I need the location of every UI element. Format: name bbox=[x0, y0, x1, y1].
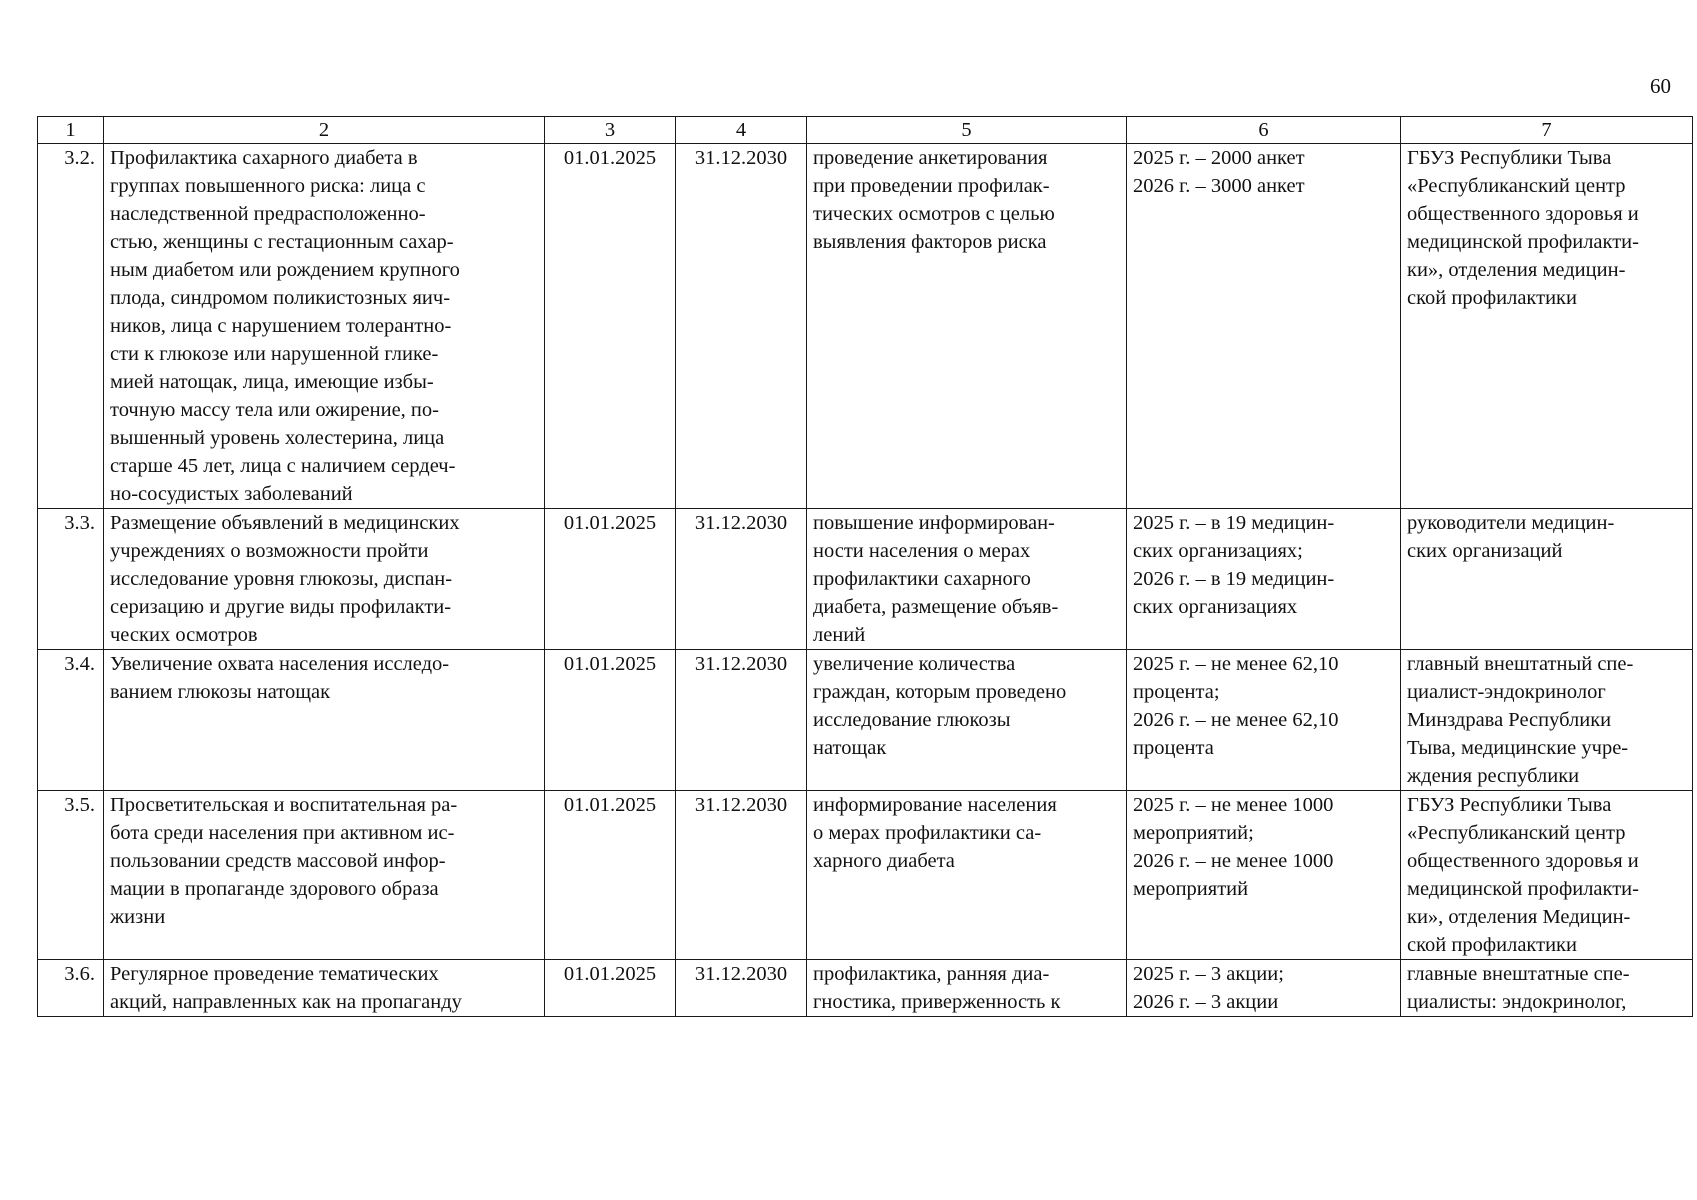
column-header: 6 bbox=[1127, 117, 1401, 144]
table-row bbox=[38, 650, 1693, 791]
row-number: 3.4. bbox=[38, 650, 104, 791]
measure-cell: Просветительская и воспитательная ра- бота среди населения при активном ис- пользовании средств массовой инфор- мации в пропаганде здорового образа жизни bbox=[104, 791, 545, 960]
column-header: 4 bbox=[676, 117, 807, 144]
result-cell: повышение информирован- ности населения о мерах профилактики сахарного диабета, размещение объяв- лений bbox=[807, 509, 1127, 650]
indicator-cell: 2025 г. – не менее 1000 мероприятий; 2026 г. – не менее 1000 мероприятий bbox=[1127, 791, 1401, 960]
result-cell: информирование населения о мерах профилактики са- харного диабета bbox=[807, 791, 1127, 960]
end-date-cell: 31.12.2030 bbox=[676, 791, 807, 960]
end-date-cell: 31.12.2030 bbox=[676, 144, 807, 509]
column-header: 3 bbox=[545, 117, 676, 144]
indicator-cell: 2025 г. – не менее 62,10 процента; 2026 г. – не менее 62,10 процента bbox=[1127, 650, 1401, 791]
measure-cell: Размещение объявлений в медицинских учреждениях о возможности пройти исследование уровня глюкозы, диспан- серизацию и другие виды профилакти- ческих осмотров bbox=[104, 509, 545, 650]
indicator-cell: 2025 г. – 2000 анкет 2026 г. – 3000 анкет bbox=[1127, 144, 1401, 509]
start-date-cell: 01.01.2025 bbox=[545, 960, 676, 1017]
column-header: 1 bbox=[38, 117, 104, 144]
result-cell: увеличение количества граждан, которым проведено исследование глюкозы натощак bbox=[807, 650, 1127, 791]
column-header: 5 bbox=[807, 117, 1127, 144]
row-number: 3.3. bbox=[38, 509, 104, 650]
table-row bbox=[38, 960, 1693, 1017]
end-date-cell: 31.12.2030 bbox=[676, 960, 807, 1017]
result-cell: проведение анкетирования при проведении профилак- тических осмотров с целью выявления факторов риска bbox=[807, 144, 1127, 509]
table-row bbox=[38, 509, 1693, 650]
responsible-cell: ГБУЗ Республики Тыва «Республиканский центр общественного здоровья и медицинской профилакти- ки», отделения медицин- ской профилактики bbox=[1401, 144, 1693, 509]
indicator-cell: 2025 г. – 3 акции; 2026 г. – 3 акции bbox=[1127, 960, 1401, 1017]
start-date-cell: 01.01.2025 bbox=[545, 144, 676, 509]
responsible-cell: главный внештатный спе- циалист-эндокринолог Минздрава Республики Тыва, медицинские учре- ждения республики bbox=[1401, 650, 1693, 791]
responsible-cell: руководители медицин- ских организаций bbox=[1401, 509, 1693, 650]
table-row bbox=[38, 791, 1693, 960]
end-date-cell: 31.12.2030 bbox=[676, 509, 807, 650]
row-number: 3.6. bbox=[38, 960, 104, 1017]
end-date-cell: 31.12.2030 bbox=[676, 650, 807, 791]
result-cell: профилактика, ранняя диа- гностика, приверженность к bbox=[807, 960, 1127, 1017]
start-date-cell: 01.01.2025 bbox=[545, 509, 676, 650]
table-row bbox=[38, 144, 1693, 509]
activities-table bbox=[37, 116, 1693, 1017]
measure-cell: Профилактика сахарного диабета в группах повышенного риска: лица с наследственной предрасположенно- стью, женщины с гестационным сахар- ным диабетом или рождением крупного плода, синдромом поликистозных яич- ников, лица с нарушением толерантно- сти к глюкозе или нарушенной глике- мией натощак, лица, имеющие избы- точную массу тела или ожирение, по- вышенный уровень холестерина, лица старше 45 лет, лица с наличием сердеч- но-сосудистых заболеваний bbox=[104, 144, 545, 509]
responsible-cell: ГБУЗ Республики Тыва «Республиканский центр общественного здоровья и медицинской профилакти- ки», отделения Медицин- ской профилактики bbox=[1401, 791, 1693, 960]
column-header: 7 bbox=[1401, 117, 1693, 144]
measure-cell: Регулярное проведение тематических акций, направленных как на пропаганду bbox=[104, 960, 545, 1017]
responsible-cell: главные внештатные спе- циалисты: эндокринолог, bbox=[1401, 960, 1693, 1017]
page-number: 60 bbox=[1650, 74, 1671, 98]
start-date-cell: 01.01.2025 bbox=[545, 650, 676, 791]
row-number: 3.2. bbox=[38, 144, 104, 509]
header-row bbox=[38, 117, 1693, 144]
indicator-cell: 2025 г. – в 19 медицин- ских организациях; 2026 г. – в 19 медицин- ских организациях bbox=[1127, 509, 1401, 650]
column-header: 2 bbox=[104, 117, 545, 144]
start-date-cell: 01.01.2025 bbox=[545, 791, 676, 960]
measure-cell: Увеличение охвата населения исследо- ванием глюкозы натощак bbox=[104, 650, 545, 791]
row-number: 3.5. bbox=[38, 791, 104, 960]
